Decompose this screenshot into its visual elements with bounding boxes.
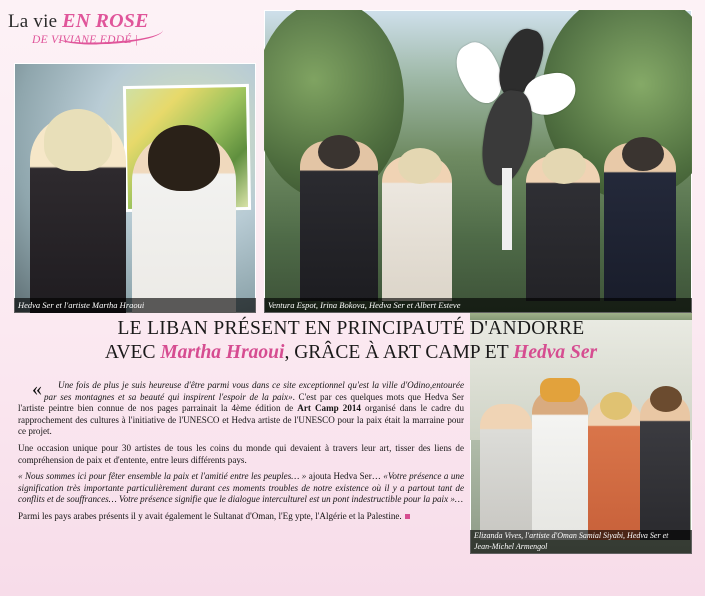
- masthead-title-part2: EN ROSE: [62, 10, 149, 32]
- hair: [44, 109, 112, 171]
- hair: [398, 148, 442, 184]
- hair: [600, 392, 632, 420]
- body-p4-text: Parmi les pays arabes présents il y avait également le Sultanat d'Oman, l'Eg ypte, l'Algérie et la Palestine.: [18, 510, 402, 521]
- person-jean-michel-armengol: [640, 394, 690, 540]
- body-paragraph-1: [18, 380, 464, 438]
- body-paragraph-4: [18, 511, 464, 523]
- person-irina-bokova: [382, 156, 452, 301]
- body-paragraph-3: [18, 471, 464, 506]
- masthead: [8, 10, 258, 58]
- photo-hedva-martha: [14, 63, 256, 313]
- masthead-byline: DE VIVIANE EDDÉ |: [32, 34, 139, 46]
- headline-line-2-part1: AVEC: [104, 342, 161, 363]
- headline-artist-name: Martha Hraoui: [160, 342, 285, 363]
- article-body: [18, 380, 464, 528]
- person-albert-esteve: [604, 143, 676, 301]
- body-p1-part2: entourée par ses montagnes et sa beauté qui inspirent l'espoir de la paix»: [44, 380, 464, 402]
- hair: [622, 137, 664, 171]
- hair: [318, 135, 360, 169]
- turban: [540, 378, 580, 402]
- body-p3-attrib: ajouta Hedva Ser…: [306, 471, 384, 482]
- photo-art-camp-group: [264, 10, 692, 313]
- body-p1-part5: organisé dans le cadre du rapprochement des cultures à l'initiative de l'UNESCO et Hedva artiste de l'UNESCO pour la paix était la marraine pour ce projet.: [18, 403, 464, 437]
- hair: [148, 125, 220, 191]
- body-p3-quote2: «Votre présence a une signification très importante particulièrement durant ces moments troubles de notre existence où il y a partout tant de conflits et de souffrances… Votre présence signifie que le dialogue interculturel est un pont indestructible pour la paix »…: [18, 471, 465, 505]
- masthead-title-part1: La vie: [8, 11, 63, 32]
- headline-line-1: LE LIBAN PRÉSENT EN PRINCIPAUTÉ D'ANDORRE: [117, 318, 585, 339]
- headline-line-2-part3: , GRÂCE À ART CAMP ET: [284, 342, 514, 363]
- photo-caption: Ventura Espot, Irina Bokova, Hedva Ser et Albert Esteve: [264, 298, 692, 313]
- person-elizanda-vives: [480, 404, 532, 540]
- person-hedva-ser: [30, 115, 126, 313]
- body-p1-artcamp: Art Camp 2014: [297, 403, 361, 414]
- hair: [542, 148, 586, 184]
- end-marker: [405, 514, 410, 519]
- masthead-title: [8, 10, 258, 33]
- person-martha-hraoui: [132, 133, 236, 313]
- person-hedva-ser: [588, 400, 642, 540]
- article-headline: [18, 318, 684, 364]
- headline-line-2: [18, 342, 684, 364]
- photo-caption: Hedva Ser et l'artiste Martha Hraoui: [14, 298, 256, 313]
- body-p3-quote1: « Nous sommes ici pour fêter ensemble la paix et l'amitié entre les peuples… »: [18, 471, 307, 482]
- body-p1-part1: Une fois de plus je suis heureuse d'être parmi vous dans ce site exceptionnel qu'est la ville d'Odino,: [58, 380, 433, 390]
- body-paragraph-2: Une occasion unique pour 30 artistes de tous les coins du monde qui devaient à travers leur art, tisser des liens de compréhension de paix et d'entente, entre leurs différents pays.: [18, 442, 464, 465]
- person-ventura-espot: [300, 141, 378, 301]
- sculpture-base: [502, 168, 512, 250]
- hair: [650, 386, 682, 412]
- body-p1-part3: . C'est par ces quelques mots que Hedva Ser l'artiste peintre bien connue de nos pages parrainait la 4ème édition de: [18, 391, 464, 414]
- person-hedva-ser: [526, 156, 600, 301]
- photo-caption: Elizanda Vives, l'artiste d'Oman Samial Siyabi, Hedva Ser et Jean-Michel Armengol: [470, 530, 692, 554]
- headline-hedva-ser: Hedva Ser: [513, 342, 598, 363]
- person-samial-siyabi: [532, 390, 588, 540]
- quote-mark: «: [32, 378, 42, 400]
